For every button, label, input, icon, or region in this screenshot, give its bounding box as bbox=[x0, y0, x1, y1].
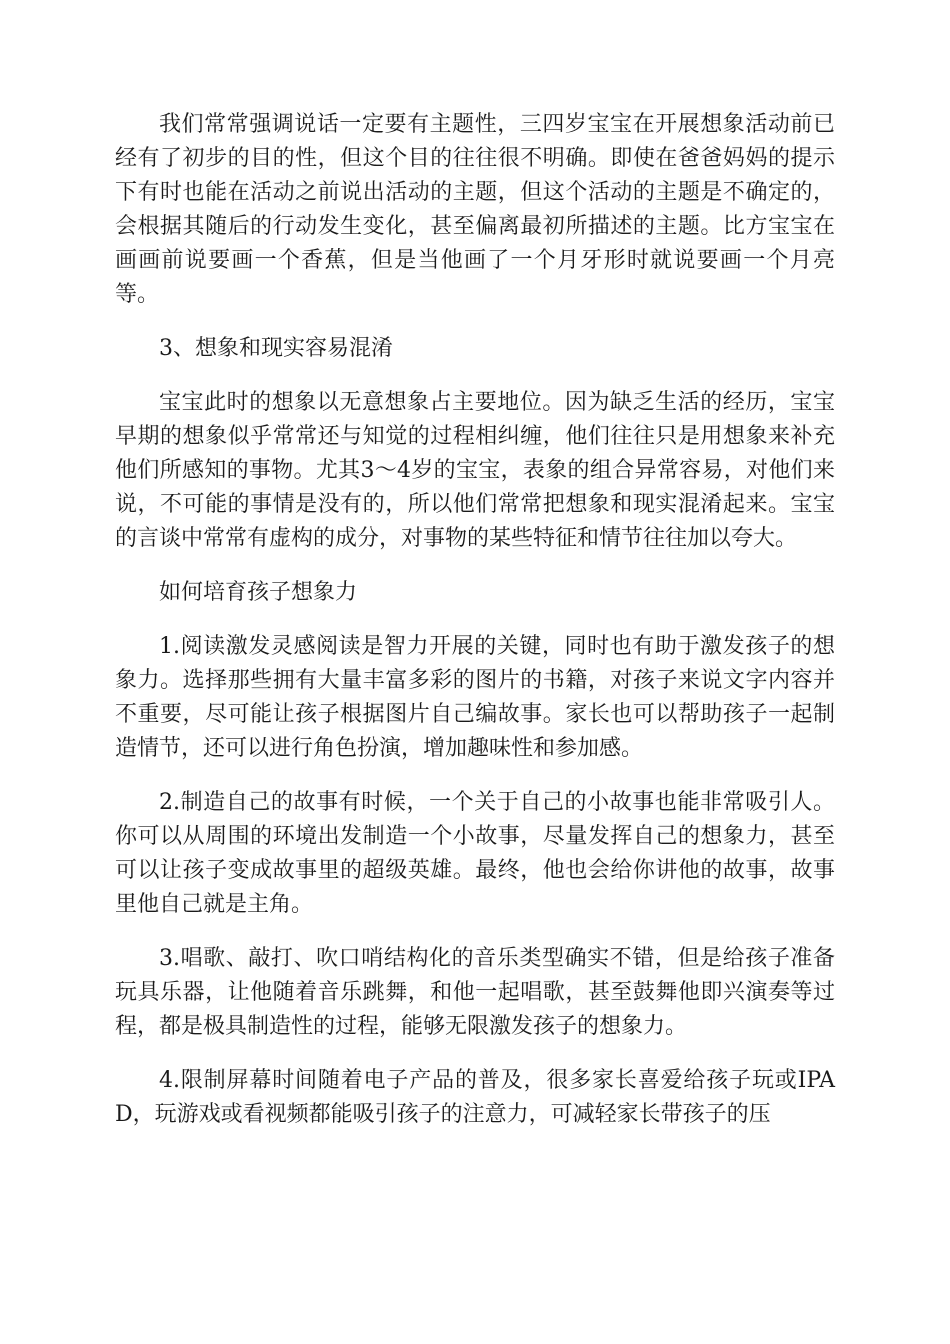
paragraph-tip-music: 3.唱歌、敲打、吹口哨结构化的音乐类型确实不错，但是给孩子准备玩具乐器，让他随着音乐跳舞，和他一起唱歌，甚至鼓舞他即兴演奏等过程，都是极具制造性的过程，能够无限激发孩子的想象力。 bbox=[115, 946, 835, 1039]
paragraph-gap bbox=[115, 366, 835, 386]
paragraph-tip-reading: 1.阅读激发灵感阅读是智力开展的关键，同时也有助于激发孩子的想象力。选择那些拥有大量丰富多彩的图片的书籍，对孩子来说文字内容并不重要，尽可能让孩子根据图片自己编故事。家长也可以帮助孩子一起制造情节，还可以进行角色扮演，增加趣味性和参加感。 bbox=[115, 634, 835, 761]
paragraph-gap bbox=[115, 1044, 835, 1064]
paragraph-subject-focus: 我们常常强调说话一定要有主题性，三四岁宝宝在开展想象活动前已经有了初步的目的性，但这个目的往往很不明确。即使在爸爸妈妈的提示下有时也能在活动之前说出活动的主题，但这个活动的主题是不确定的，会根据其随后的行动发生变化，甚至偏离最初所描述的主题。比方宝宝在画画前说要画一个香蕉，但是当他画了一个月牙形时就说要画一个月亮等。 bbox=[115, 112, 835, 307]
document-page bbox=[115, 108, 835, 1132]
section-heading-how-to-cultivate: 如何培育孩子想象力 bbox=[159, 580, 358, 605]
paragraph-unintentional-imagination: 宝宝此时的想象以无意想象占主要地位。因为缺乏生活的经历，宝宝早期的想象似乎常常还与知觉的过程相纠缠，他们往往只是用想象来补充他们所感知的事物。尤其3～4岁的宝宝，表象的组合异常容易，对他们来说，不可能的事情是没有的，所以他们常常把想象和现实混淆起来。宝宝的言谈中常常有虚构的成分，对事物的某些特征和情节往往加以夸大。 bbox=[115, 390, 835, 551]
paragraph-gap bbox=[115, 312, 835, 332]
paragraph-gap bbox=[115, 556, 835, 576]
paragraph-gap bbox=[115, 610, 835, 630]
paragraph-tip-screen-time: 4.限制屏幕时间随着电子产品的普及，很多家长喜爱给孩子玩或IPAD，玩游戏或看视频都能吸引孩子的注意力，可减轻家长带孩子的压 bbox=[115, 1068, 835, 1127]
paragraph-gap bbox=[115, 922, 835, 942]
section-heading-imagination-reality: 3、想象和现实容易混淆 bbox=[159, 336, 393, 361]
paragraph-gap bbox=[115, 766, 835, 786]
paragraph-tip-own-story: 2.制造自己的故事有时候，一个关于自己的小故事也能非常吸引人。你可以从周围的环境出发制造一个小故事，尽量发挥自己的想象力，甚至可以让孩子变成故事里的超级英雄。最终，他也会给你讲他的故事，故事里他自己就是主角。 bbox=[115, 790, 835, 917]
